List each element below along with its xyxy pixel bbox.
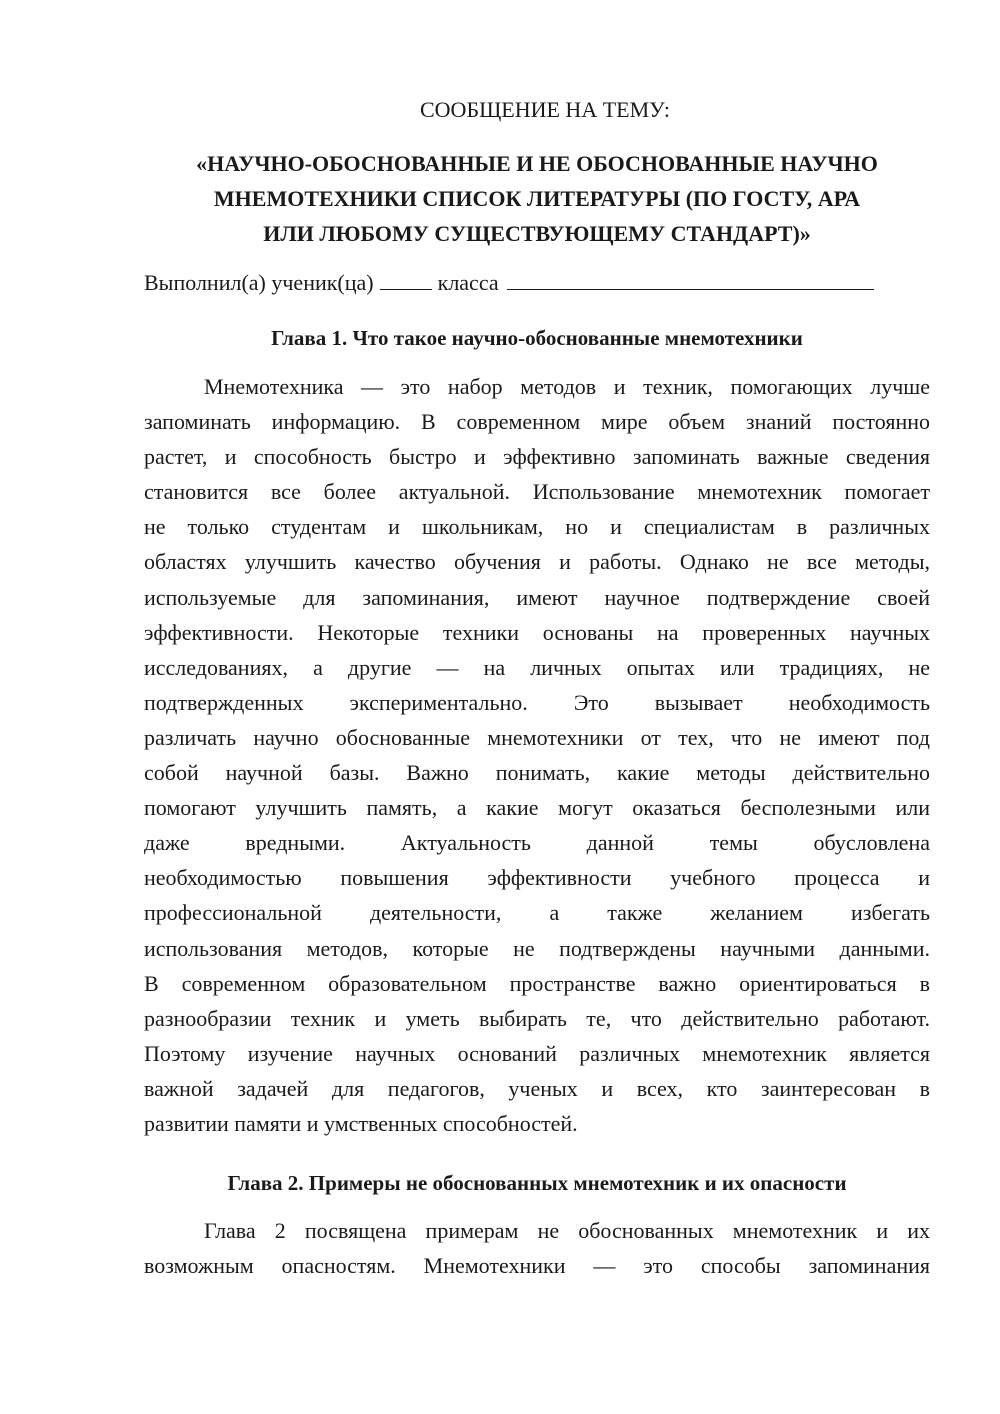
paragraph-line: даже вредными. Актуальность данной темы обусловлена bbox=[144, 830, 930, 856]
paragraph-line: разнообразии техник и уметь выбирать те, что действительно работают. bbox=[144, 1005, 930, 1031]
paragraph-line: необходимостью повышения эффективности учебного процесса и bbox=[144, 865, 930, 891]
chapter-1-heading: Глава 1. Что такое научно-обоснованные мнемотехники bbox=[271, 326, 803, 350]
paragraph-line: собой научной базы. Важно понимать, какие методы действительно bbox=[144, 760, 930, 786]
paragraph-line: возможным опасностям. Мнемотехники — это способы запоминания bbox=[144, 1253, 930, 1279]
author-class-label: класса bbox=[437, 270, 499, 295]
grade-blank bbox=[380, 271, 432, 290]
paragraph-line: помогают улучшить память, а какие могут оказаться бесполезными или bbox=[144, 795, 930, 821]
paragraph-line: В современном образовательном пространстве важно ориентироваться в bbox=[144, 970, 930, 996]
paragraph-line: эффективности. Некоторые техники основаны на проверенных научных bbox=[144, 619, 930, 645]
paragraph-line: различать научно обоснованные мнемотехники от тех, что не имеют под bbox=[144, 724, 930, 750]
paragraph-line: не только студентам и школьникам, но и специалистам в различных bbox=[144, 514, 930, 540]
paragraph-line: областях улучшить качество обучения и работы. Однако не все методы, bbox=[144, 549, 930, 575]
chapter-2-heading: Глава 2. Примеры не обоснованных мнемотехник и их опасности bbox=[227, 1171, 847, 1195]
author-line bbox=[144, 270, 930, 296]
paragraph-line: Поэтому изучение научных оснований различных мнемотехник является bbox=[144, 1040, 930, 1066]
author-prefix: Выполнил(а) ученик(ца) bbox=[144, 270, 374, 295]
paragraph-line: растет, и способность быстро и эффективно запоминать важные сведения bbox=[144, 444, 930, 470]
paragraph-line: важной задачей для педагогов, ученых и всех, кто заинтересован в bbox=[144, 1075, 930, 1101]
paragraph-line: используемые для запоминания, имеют научное подтверждение своей bbox=[144, 584, 930, 610]
paragraph-line: исследованиях, а другие — на личных опытах или традициях, не bbox=[144, 654, 930, 680]
class-blank bbox=[507, 271, 874, 290]
title-line: «НАУЧНО-ОБОСНОВАННЫЕ И НЕ ОБОСНОВАННЫЕ НАУЧНО bbox=[196, 151, 878, 176]
paragraph-line: профессиональной деятельности, а также желанием избегать bbox=[144, 900, 930, 926]
document-title bbox=[144, 146, 930, 251]
topic-label: СООБЩЕНИЕ НА ТЕМУ: bbox=[420, 97, 670, 122]
paragraph-line: Глава 2 посвящена примерам не обоснованных мнемотехник и их bbox=[204, 1218, 930, 1243]
paragraph-line: становится все более актуальной. Использование мнемотехник помогает bbox=[144, 479, 930, 505]
chapter-2-paragraph bbox=[144, 1213, 930, 1283]
chapter-1-paragraph bbox=[144, 369, 930, 1141]
paragraph-line: развитии памяти и умственных способностей. bbox=[144, 1110, 578, 1136]
paragraph-line: использования методов, которые не подтверждены научными данными. bbox=[144, 935, 930, 961]
title-line: МНЕМОТЕХНИКИ СПИСОК ЛИТЕРАТУРЫ (ПО ГОСТУ, АРА bbox=[213, 186, 861, 211]
title-line: ИЛИ ЛЮБОМУ СУЩЕСТВУЮЩЕМУ СТАНДАРТ)» bbox=[263, 221, 811, 246]
paragraph-line: Мнемотехника — это набор методов и техник, помогающих лучше bbox=[204, 374, 930, 399]
paragraph-line: подтвержденных экспериментально. Это вызывает необходимость bbox=[144, 689, 930, 715]
paragraph-line: запоминать информацию. В современном мире объем знаний постоянно bbox=[144, 409, 930, 435]
